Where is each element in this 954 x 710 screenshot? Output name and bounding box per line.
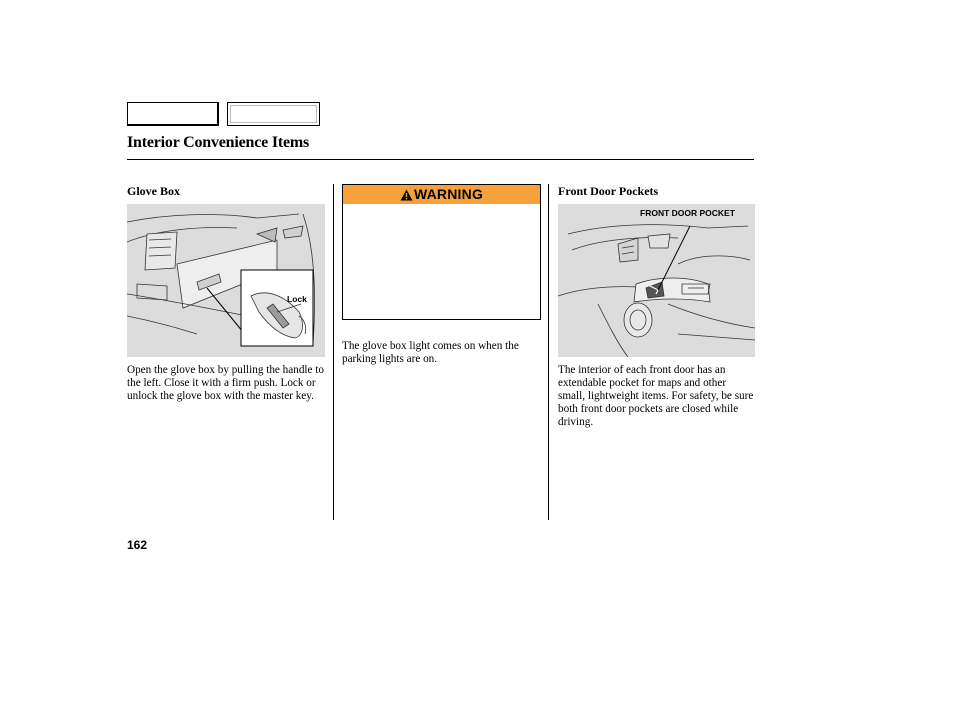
- page-number: 162: [127, 538, 148, 552]
- lock-callout: Lock: [287, 294, 307, 304]
- nav-tab-2[interactable]: [227, 102, 320, 126]
- warning-triangle-icon: [400, 188, 413, 206]
- warning-box: [342, 184, 541, 320]
- section-title: Interior Convenience Items: [127, 134, 310, 151]
- nav-tab-1[interactable]: [127, 102, 219, 126]
- glove-box-text: Open the glove box by pulling the handle to the left. Close it with a firm push. Lock or unlock the glove box with the master key.: [127, 364, 324, 402]
- glove-box-illustration: [127, 204, 325, 357]
- front-door-pockets-heading: Front Door Pockets: [558, 184, 659, 198]
- front-door-pocket-illustration: [558, 204, 755, 357]
- warning-label: WARNING: [413, 186, 484, 202]
- front-door-pocket-callout: FRONT DOOR POCKET: [640, 208, 735, 218]
- glove-box-heading: Glove Box: [127, 184, 180, 198]
- glove-box-light-text: The glove box light comes on when the parking lights are on.: [342, 340, 519, 365]
- header-rule: [127, 159, 754, 160]
- warning-banner: [343, 185, 540, 204]
- column-divider-left: [333, 184, 334, 520]
- column-divider-right: [548, 184, 549, 520]
- front-door-pockets-text: The interior of each front door has an extendable pocket for maps and other small, lightweight items. For safety, be sure both front door pockets are closed while driving.: [558, 364, 754, 428]
